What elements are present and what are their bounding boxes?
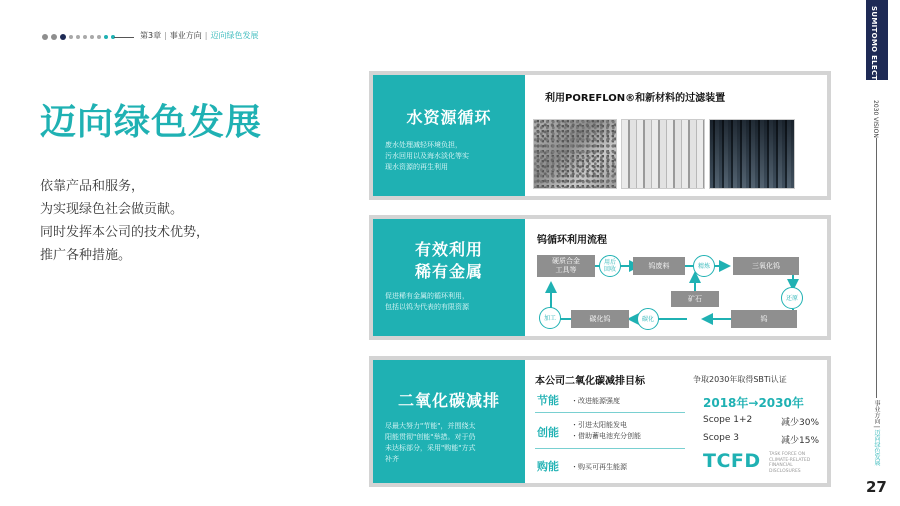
flow-carbonize: 碳化: [637, 308, 659, 330]
water-title: 水资源循环: [406, 108, 492, 127]
filter-plant-photo: [709, 119, 795, 189]
intro-line: 推广各种措施。: [40, 248, 132, 263]
side-divider: [876, 138, 877, 398]
intro-text: [40, 175, 209, 267]
progress-dot: [69, 35, 73, 39]
co2-heading: 本公司二氧化碳减排目标: [535, 376, 645, 387]
intro-line: 为实现绿色社会做贡献。: [40, 202, 184, 217]
metal-heading: 钨循环利用流程: [537, 235, 607, 246]
progress-dot-current: [60, 34, 66, 40]
sbti-note: 争取2030年取得SBTi认证: [693, 375, 787, 384]
intro-line: 依靠产品和服务，: [40, 179, 145, 194]
flow-reduce: 还原: [781, 287, 803, 309]
flow-tungsten-scrap: 钨废料: [633, 257, 685, 275]
scope-value: 减少15%: [781, 436, 820, 446]
metal-card: [369, 215, 831, 340]
side-chapter-label: 事业方向 | 迈向绿色发展: [873, 400, 880, 466]
vision-label: 2030 VISION: [872, 100, 879, 138]
breadcrumb-current: 迈向绿色发展: [210, 31, 259, 40]
category-item: ・购买可再生能源: [571, 463, 627, 471]
category-energy-purchase: 购能: [537, 460, 559, 473]
membrane-photo: [533, 119, 617, 189]
tcfd-logo: TCFD: [703, 450, 761, 472]
flow-ore: 矿石: [671, 291, 719, 307]
progress-dot: [42, 34, 48, 40]
metal-panel: [373, 219, 525, 336]
page-number: 27: [866, 478, 887, 496]
progress-dot: [90, 35, 94, 39]
scope-label: Scope 1+2: [703, 415, 753, 425]
flow-hard-alloy: 硬质合金 工具等: [537, 255, 595, 277]
water-content: [525, 75, 827, 196]
flow-tungsten-carbide: 碳化钨: [571, 310, 629, 328]
brand-logo-text: SUMITOMO ELECTRIC: [870, 6, 878, 95]
side-chapter: 事业方向: [873, 400, 880, 424]
category-energy-saving: 节能: [537, 394, 559, 407]
flow-refine: 精炼: [693, 255, 715, 277]
water-card: [369, 71, 831, 200]
co2-content: [525, 360, 827, 483]
breadcrumb-chapter[interactable]: 第3章: [140, 31, 162, 40]
filter-module-photo: [621, 119, 705, 189]
flow-used-recycle: 用后 回收: [599, 255, 621, 277]
metal-description: 促进稀有金属的循环利用， 包括以钨为代表的有限资源: [385, 292, 469, 311]
header-divider: [114, 37, 134, 38]
flow-tungsten: 钨: [731, 310, 797, 328]
co2-description: 尽最大努力"节能"，并围绕太 阳能贯彻"创能"举措。对于仍 未达标部分，采用"购能"方式 补齐: [385, 422, 476, 463]
co2-panel: [373, 360, 525, 483]
intro-line: 同时发挥本公司的技术优势，: [40, 225, 210, 240]
category-item: ・改进能源强度: [571, 397, 620, 405]
category-divider: [535, 448, 685, 449]
side-chapter-accent: 迈向绿色发展: [873, 429, 880, 466]
progress-dots: [42, 34, 115, 40]
progress-dot: [83, 35, 87, 39]
co2-title: 二氧化碳减排: [397, 391, 500, 410]
water-heading: 利用POREFLON®和新材料的过滤装置: [545, 93, 726, 104]
category-divider: [535, 412, 685, 413]
page-title: 迈向绿色发展: [40, 102, 263, 143]
target-period: 2018年→2030年: [703, 396, 804, 410]
progress-dot: [76, 35, 80, 39]
progress-dot: [51, 34, 57, 40]
scope-label: Scope 3: [703, 433, 740, 443]
category-item: ・引进太阳能发电: [571, 421, 627, 429]
water-panel: [373, 75, 525, 196]
flow-process: 加工: [539, 307, 561, 329]
progress-dot: [104, 35, 108, 39]
category-item: ・借助蓄电池充分创能: [571, 432, 641, 440]
tcfd-description: TASK FORCE ON CLIMATE-RELATED FINANCIAL DISCLOSURES: [769, 452, 811, 474]
water-description: 废水处理减轻环境负担， 污水回用以及海水淡化等实 现水资源的再生利用: [385, 141, 469, 171]
co2-card: [369, 356, 831, 487]
breadcrumb-section[interactable]: 事业方向: [169, 31, 202, 40]
metal-title: 有效利用 稀有金属: [414, 240, 483, 281]
flow-tungsten-trioxide: 三氧化钨: [733, 257, 799, 275]
metal-content: [525, 219, 827, 336]
scope-value: 减少30%: [781, 418, 820, 428]
category-energy-creation: 创能: [537, 426, 559, 439]
breadcrumb: 第3章 | 事业方向 | 迈向绿色发展: [140, 31, 259, 40]
progress-dot: [97, 35, 101, 39]
